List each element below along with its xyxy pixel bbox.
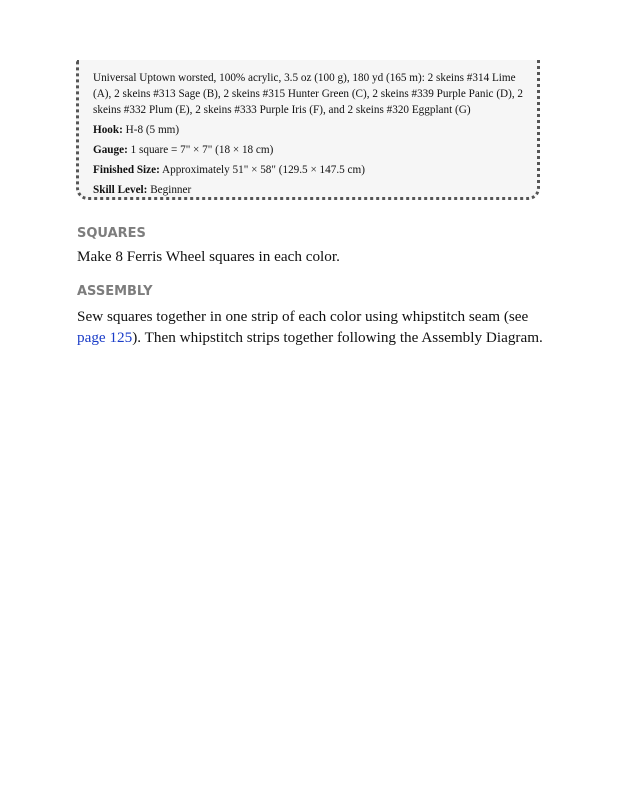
assembly-text [77, 306, 547, 348]
finished-size-info [93, 162, 525, 178]
page-125-link[interactable]: page 125 [77, 329, 133, 346]
materials-box [76, 60, 540, 200]
skill-level-value: Beginner [150, 184, 192, 196]
gauge-info [93, 142, 525, 158]
assembly-heading: ASSEMBLY [77, 284, 153, 299]
finished-size-value: Approximately 51" × 58" (129.5 × 147.5 cm) [162, 164, 365, 176]
skill-level-label: Skill Level: [93, 184, 148, 196]
assembly-text-end: ). Then whipstitch strips together following the Assembly Diagram. [132, 329, 543, 346]
assembly-text-start: Sew squares together in one strip of each color using whipstitch seam (see [77, 308, 529, 325]
gauge-value: 1 square = 7" × 7" (18 × 18 cm) [130, 144, 274, 156]
skill-level-info [93, 182, 525, 198]
hook-label: Hook: [93, 124, 123, 136]
yarn-info: Universal Uptown worsted, 100% acrylic, 3.5 oz (100 g), 180 yd (165 m): 2 skeins #314 Lime (A), 2 skeins #313 Sage (B), 2 skeins #315 Hunter Green (C), 2 skeins #339 Purple Panic (D), 2 skeins #332 Plum (E), 2 skeins #333 Purple Iris (F), and 2 skeins #320 Eggplant (G) [93, 72, 524, 116]
squares-text: Make 8 Ferris Wheel squares in each color. [77, 248, 340, 265]
finished-size-label: Finished Size: [93, 164, 160, 176]
squares-heading: SQUARES [77, 226, 146, 241]
hook-value: H-8 (5 mm) [125, 124, 180, 136]
gauge-label: Gauge: [93, 144, 128, 156]
hook-info [93, 122, 525, 138]
